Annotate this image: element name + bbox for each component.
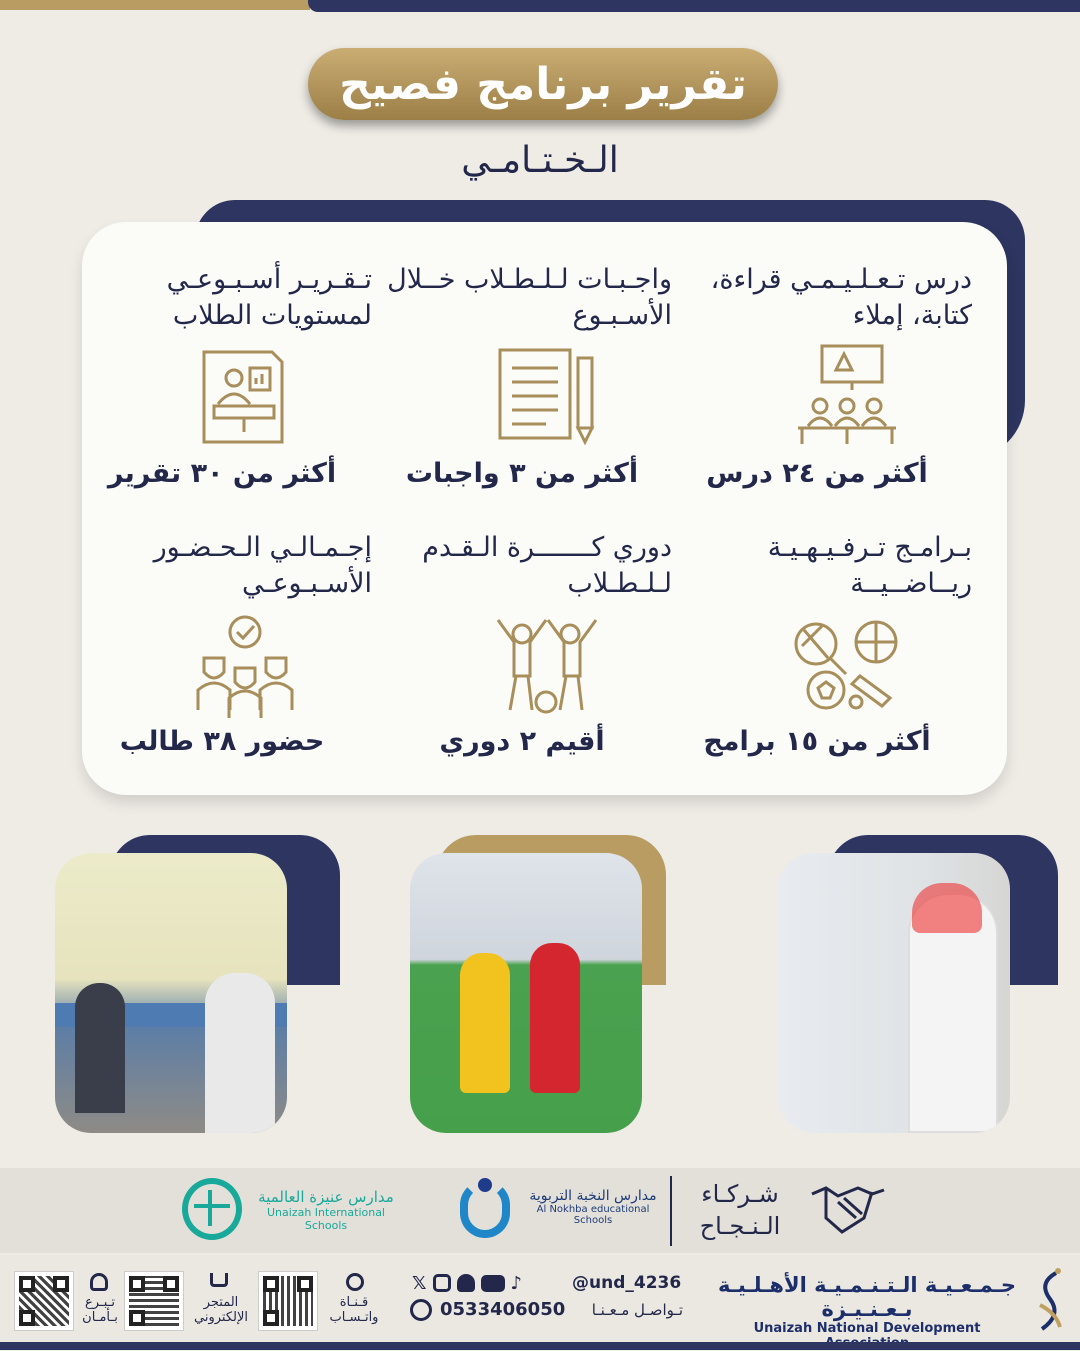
youtube-icon[interactable] — [481, 1275, 505, 1292]
photo-football-frame — [410, 835, 660, 1135]
photo-student — [205, 973, 275, 1133]
report-document-icon — [198, 348, 288, 448]
qr-corner — [297, 1276, 313, 1292]
football-players-icon — [492, 614, 602, 718]
partner-nokhba-name — [518, 1188, 668, 1226]
partner-unaizah-logo — [182, 1178, 242, 1240]
stat-heading: إجـمـالـي الـحـضـور الأسـبـوعـي — [153, 532, 372, 599]
whatsapp-channel-qr[interactable] — [258, 1271, 318, 1331]
association-name-en: Unaizah National Development — [753, 1321, 981, 1336]
stat-sports — [682, 530, 972, 757]
qr-corner — [19, 1310, 35, 1326]
handshake-icon — [808, 1180, 888, 1236]
partner-unaizah-en: Unaizah International Schools — [266, 1206, 385, 1232]
qr-corner — [129, 1276, 145, 1292]
phone-number[interactable]: 0533406050 — [440, 1299, 566, 1320]
stat-value: أقيم ٢ دوري — [439, 726, 605, 757]
qr-corner — [19, 1276, 35, 1292]
partners-band — [0, 1168, 1080, 1253]
cart-icon — [210, 1273, 228, 1287]
photo-player — [530, 943, 580, 1093]
stat-league — [382, 530, 672, 757]
partner-nokhba-ar: مدارس النخبة التربوية — [529, 1188, 657, 1204]
football-photo — [410, 853, 642, 1133]
stat-value: أكثر من ١٥ برامج — [703, 726, 931, 757]
stat-heading: دوري كـــــــرة الـقـدم لـلـطـلاب — [422, 532, 672, 599]
partner-nokhba-dot — [478, 1178, 492, 1192]
stat-value: أكثر من ٣٠ تقرير — [107, 458, 337, 489]
social-icons — [412, 1271, 562, 1295]
x-twitter-icon[interactable]: 𝕏 — [412, 1272, 427, 1294]
classroom-photo — [55, 853, 287, 1133]
donation-label: تـبـرع بـأمـان — [82, 1295, 118, 1325]
partners-label-line1: شـركـاء — [701, 1180, 779, 1208]
homework-pencil-icon — [492, 346, 602, 446]
photo-teacher-frame — [778, 835, 1028, 1135]
stat-value: أكثر من ٢٤ درس — [706, 458, 928, 489]
page-subtitle: الـخـتـامـي — [461, 140, 619, 181]
partners-divider — [670, 1176, 672, 1246]
stat-reports — [82, 262, 372, 489]
photo-player — [460, 953, 510, 1093]
social-handle[interactable]: @und_4236 — [572, 1273, 682, 1293]
association-logo-icon — [1030, 1265, 1070, 1335]
attendance-group-icon — [190, 614, 300, 720]
qr-corner — [263, 1276, 279, 1292]
stat-attendance — [82, 530, 372, 757]
partner-unaizah-name — [246, 1188, 406, 1232]
tiktok-icon[interactable]: ♪ — [510, 1272, 523, 1294]
page-title-text: تقرير برنامج فصيح — [339, 58, 747, 110]
partners-label-line2: الـنـجـاح — [699, 1212, 781, 1240]
snapchat-icon[interactable] — [457, 1274, 475, 1292]
qr-corner — [129, 1310, 145, 1326]
stats-card — [82, 222, 1007, 795]
donate-hand-icon — [90, 1273, 108, 1291]
partner-nokhba-logo — [456, 1178, 514, 1240]
qr-corner — [263, 1310, 279, 1326]
partners-label — [690, 1178, 790, 1242]
online-store-label: المتجر الإلكتروني — [194, 1295, 248, 1325]
photo-classroom-frame — [55, 835, 305, 1135]
stat-value: حضور ٣٨ طالب — [119, 726, 325, 757]
stat-lessons — [682, 262, 972, 489]
teacher-photo — [778, 853, 1010, 1133]
qr-corner — [163, 1276, 179, 1292]
online-store-qr[interactable] — [124, 1271, 184, 1331]
photo-headwear — [912, 883, 982, 933]
stat-value: أكثر من ٣ واجبات — [405, 458, 639, 489]
top-navy-bar — [308, 0, 1080, 12]
stat-heading: تـقـريـر أسـبـوعـي لمستويات الطلاب — [166, 264, 372, 331]
stat-heading: درس تـعـلـيـمـي قراءة، كتابة، إملاء — [710, 264, 972, 331]
partner-unaizah-grid-v — [208, 1190, 212, 1226]
sports-balls-icon — [790, 618, 900, 714]
stat-homework — [382, 262, 672, 489]
top-gold-bar — [0, 0, 310, 10]
donation-qr[interactable] — [14, 1271, 74, 1331]
stat-heading: واجـبـات لـلـطـلاب خــلال الأسـبـوع — [387, 264, 672, 331]
association-name — [712, 1273, 1022, 1351]
association-name-ar: جـمـعـيـة الـتـنـمـيـة الأهـلـيـة بـعـنـيـزة — [717, 1273, 1017, 1321]
qr-corner — [53, 1276, 69, 1292]
partner-unaizah-ar: مدارس عنيزة العالمية — [258, 1188, 394, 1206]
partner-unaizah-grid-h — [194, 1204, 230, 1208]
whatsapp-icon[interactable] — [410, 1299, 432, 1321]
contact-label: تـواصـل مـعـنـا — [591, 1301, 683, 1319]
bottom-navy-bar — [0, 1342, 1080, 1350]
whatsapp-channel-icon — [346, 1273, 364, 1291]
stat-heading: بـرامـج تـرفـيـهـيـة ريــاضــيــة — [767, 532, 972, 599]
photo-student — [75, 983, 125, 1113]
whatsapp-channel-label: قـنـاة واتـسـاب — [329, 1295, 379, 1325]
partner-nokhba-en: Al Nokhba educational Schools — [536, 1204, 650, 1226]
classroom-icon — [792, 344, 902, 448]
footer — [0, 1255, 1080, 1345]
instagram-icon[interactable] — [433, 1274, 451, 1292]
page-title — [308, 48, 778, 120]
